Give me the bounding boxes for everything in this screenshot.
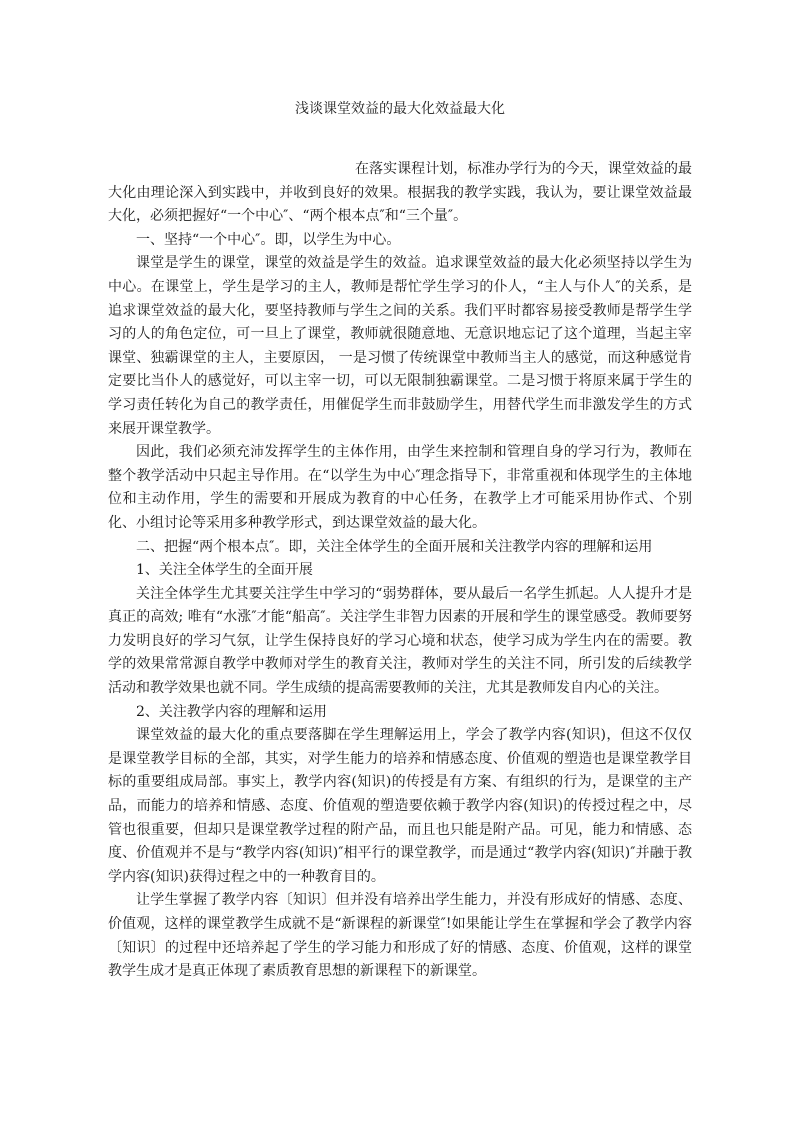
body-paragraph: 让学生掌握了教学内容〔知识〕但并没有培养出学生能力，并没有形成好的情感、态度、价值观，这样的课堂教学生成就不是“新课程的新课堂″!如果能让学生在掌握和学会了教学内容〔知识〕的过程中还培养起了学生的学习能力和形成了好的情感、态度、价值观，这样的课堂教学生成才是真正体现了素质教育思想的新课程下的新课堂。 [108, 892, 692, 980]
body-paragraph: 课堂效益的最大化的重点要落脚在学生理解运用上，学会了教学内容(知识)，但这不仅仅是课堂教学目标的全部，其实，对学生能力的培养和情感态度、价值观的塑造也是课堂教学目标的重要组成局部。事实上，教学内容(知识)的传授是有方案、有组织的行为，是课堂的主产品，而能力的培养和情感、态度、价值观的塑造要依赖于教学内容(知识)的传授过程之中，尽管也很重要，但却只是课堂教学过程的附产品，而且也只能是附产品。可见，能力和情感、态度、价值观并不是与“教学内容(知识)″相平行的课堂教学，而是通过“教学内容(知识)″并融于教学内容(知识)获得过程之中的一种教育目的。 [108, 727, 692, 885]
document-page [108, 0, 692, 1132]
section-1-heading: 一、坚持“一个中心″。即，以学生为中心。 [136, 231, 401, 248]
document-title: 浅谈课堂效益的最大化效益最大化 [295, 101, 505, 117]
body-paragraph: 因此，我们必须充沛发挥学生的主体作用，由学生来控制和管理自身的学习行为，教师在整个教学活动中只起主导作用。在“以学生为中心″理念指导下，非常重视和体现学生的主体地位和主动作用，学生的需要和开展成为教育的中心任务，在教学上才可能采用协作式、个别化、小组讨论等采用多种教学形式，到达课堂效益的最大化。 [108, 444, 692, 531]
body-paragraph: 课堂是学生的课堂，课堂的效益是学生的效益。追求课堂效益的最大化必须坚持以学生为中心。在课堂上，学生是学习的主人，教师是帮忙学生学习的仆人，“主人与仆人″的关系，是追求课堂效益的最大化，要坚持教师与学生之间的关系。我们平时都容易接受教师是帮学生学习的人的角色定位，可一旦上了课堂，教师就很随意地、无意识地忘记了这个道理，当起主宰课堂、独霸课堂的主人，主要原因， 一是习惯了传统课堂中教师当主人的感觉，而这种感觉肯定要比当仆人的感觉好，可以主宰一切，可以无限制独霸课堂。二是习惯于将原来属于学生的学习责任转化为自己的教学责任，用催促学生而非鼓励学生，用替代学生而非激发学生的方式来展开课堂教学。 [108, 255, 692, 437]
intro-paragraph: 在落实课程计划，标准办学行为的今天，课堂效益的最大化由理论深入到实践中，并收到良好的效果。根据我的教学实践，我认为，要让课堂效益最大化，必须把握好“一个中心″、“两个根本点″和“三个量″。 [108, 161, 692, 225]
subsection-2-heading: 2、关注教学内容的理解和运用 [136, 703, 327, 720]
section-2-heading: 二、把握“两个根本点″。即，关注全体学生的全面开展和关注教学内容的理解和运用 [136, 538, 653, 555]
subsection-1-heading: 1、关注全体学生的全面开展 [136, 562, 313, 579]
document-body [108, 158, 692, 984]
body-paragraph: 关注全体学生尤其要关注学生中学习的“弱势群体，要从最后一名学生抓起。人人提升才是真正的高效; 唯有“水涨″才能“船高″。关注学生非智力因素的开展和学生的课堂感受。教师要努力发明良好的学习气氛，让学生保持良好的学习心境和状态，使学习成为学生内在的需要。教学的效果常常源自教学中教师对学生的教育关注，教师对学生的关注不同，所引发的后续教学活动和教学效果也就不同。学生成绩的提高需要教师的关注，尤其是教师发自内心的关注。 [108, 585, 692, 697]
